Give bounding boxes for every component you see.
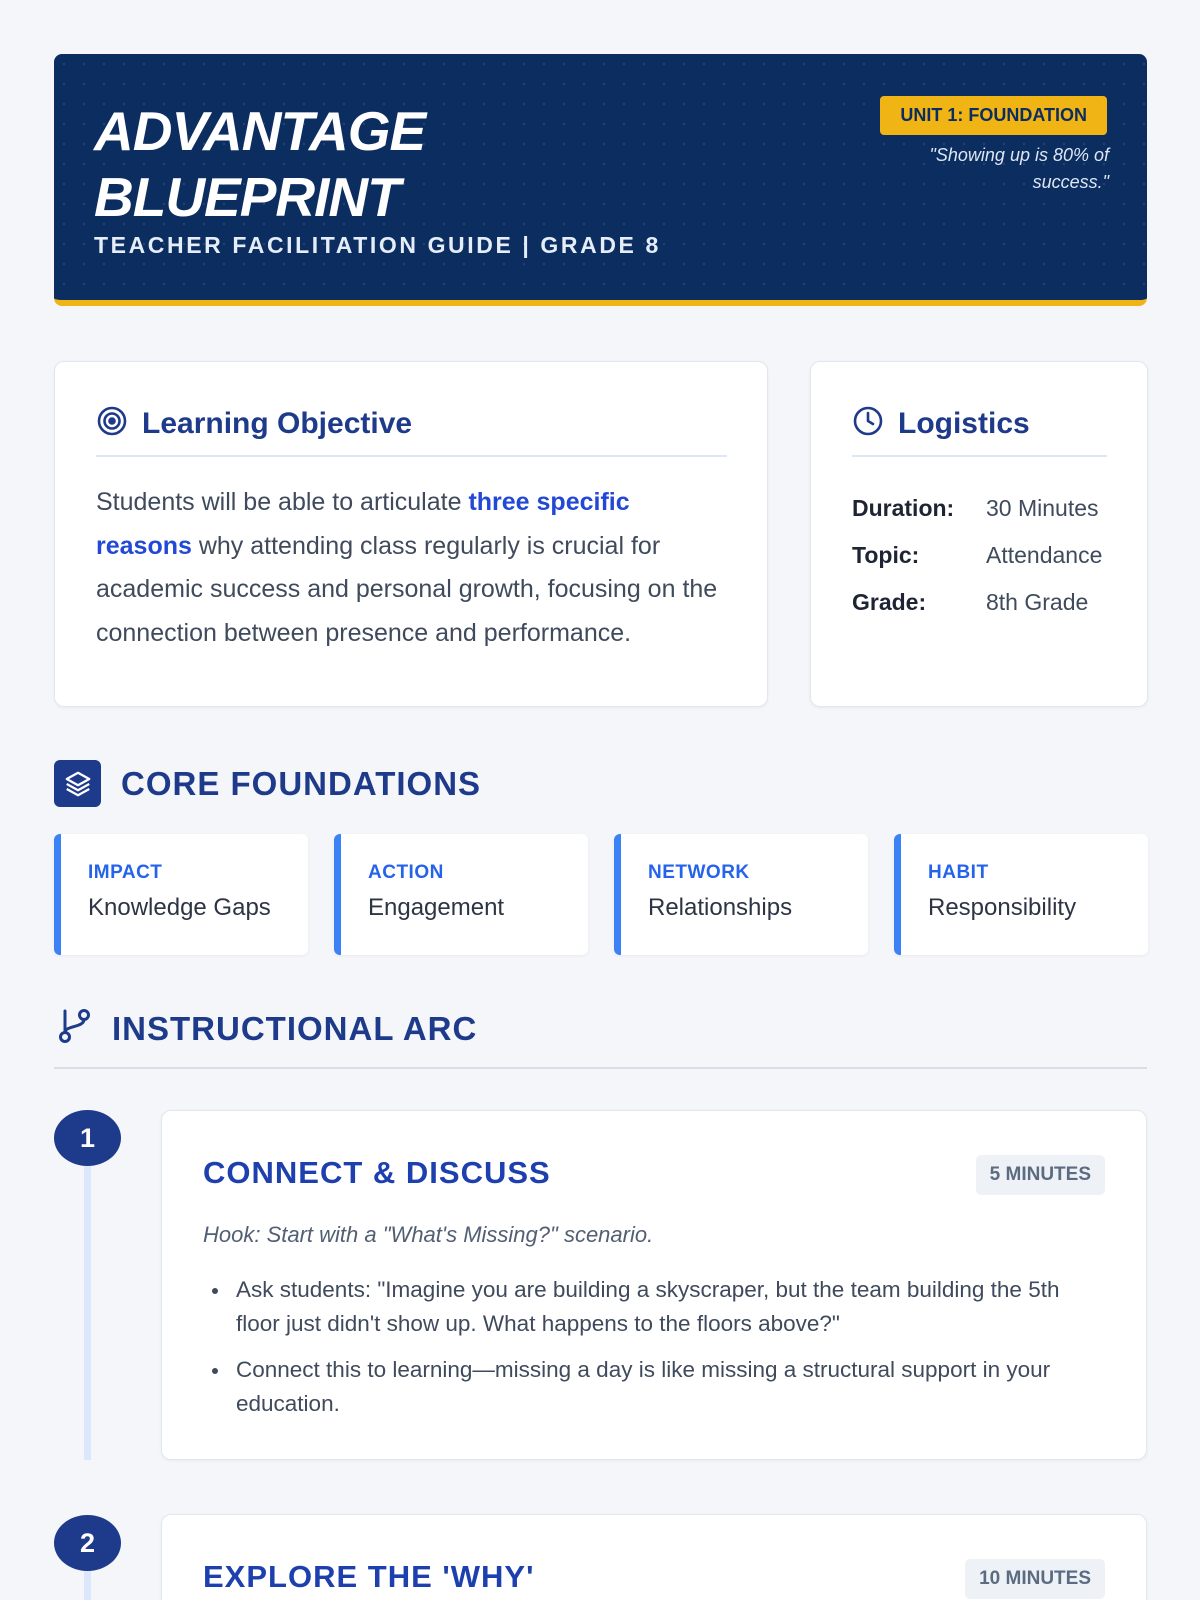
foundations-heading: CORE FOUNDATIONS [121, 764, 482, 802]
foundation-card-network [614, 834, 868, 955]
step-number: 1 [54, 1110, 121, 1166]
foundation-label: NETWORK [648, 862, 750, 883]
section-divider [54, 1067, 1147, 1069]
step-card-connect [161, 1110, 1147, 1460]
title-line-1: ADVANTAGE [94, 100, 426, 162]
foundation-label: HABIT [928, 862, 989, 883]
arc-section-header [54, 1006, 477, 1051]
learning-objective-card [54, 361, 768, 707]
logistics-value: 30 Minutes [986, 495, 1099, 521]
arc-heading: INSTRUCTIONAL ARC [112, 1009, 478, 1047]
logistics-label: Topic: [852, 542, 920, 568]
logistics-label: Grade: [852, 589, 927, 615]
git-branch-icon [54, 1006, 94, 1051]
logistics-value: Attendance [986, 542, 1103, 568]
page-title [94, 98, 425, 230]
page-subtitle: TEACHER FACILITATION GUIDE | GRADE 8 [94, 232, 661, 258]
timeline-line [84, 1140, 91, 1460]
step-duration-badge: 10 MINUTES [965, 1559, 1105, 1599]
foundation-label: IMPACT [88, 862, 163, 883]
objective-text-start: Students will be able to articulate [96, 488, 469, 516]
objective-highlight: three specific reasons [96, 488, 630, 560]
clock-icon [852, 405, 884, 442]
logistics-header [852, 392, 1107, 457]
foundations-section-header [54, 760, 481, 807]
logistics-row-topic [852, 532, 1107, 579]
step-title: EXPLORE THE 'WHY' [203, 1559, 535, 1594]
layers-icon [54, 760, 101, 807]
logistics-card [810, 361, 1148, 707]
unit-badge: UNIT 1: FOUNDATION [880, 96, 1107, 135]
logistics-row-grade [852, 579, 1107, 626]
step-duration-badge: 5 MINUTES [976, 1155, 1105, 1195]
logistics-value: 8th Grade [986, 589, 1089, 615]
step-hook: Hook: Start with a "What's Missing?" scenario. [203, 1222, 654, 1247]
objective-text-end: why attending class regularly is crucial for academic success and personal growth, focusing on the connection between presence and performance. [96, 531, 718, 647]
objective-heading: Learning Objective [142, 406, 413, 440]
foundation-value: Responsibility [928, 894, 1077, 921]
header-quote: "Showing up is 80% of success." [929, 145, 1109, 192]
hero-banner [54, 54, 1147, 306]
foundation-value: Engagement [368, 894, 505, 921]
title-line-2: BLUEPRINT [94, 166, 400, 228]
step-number: 2 [54, 1515, 121, 1571]
foundation-value: Knowledge Gaps [88, 894, 271, 921]
foundation-card-habit [894, 834, 1148, 955]
logistics-heading: Logistics [898, 406, 1030, 440]
foundation-label: ACTION [368, 862, 444, 883]
step-card-explore [161, 1514, 1147, 1600]
objective-text [96, 481, 727, 655]
logistics-label: Duration: [852, 495, 955, 521]
logistics-row-duration [852, 485, 1107, 532]
foundation-value: Relationships [648, 894, 793, 921]
target-icon [96, 405, 128, 442]
step-bullets [236, 1273, 1105, 1433]
foundation-card-impact [54, 834, 308, 955]
list-item: Ask students: "Imagine you are building a skyscraper, but the team building the 5th floor just didn't show up. What happens to the floors above?" [236, 1273, 1105, 1341]
foundation-card-action [334, 834, 588, 955]
list-item: Connect this to learning—missing a day is like missing a structural support in your education. [236, 1353, 1105, 1421]
logistics-list [852, 485, 1107, 626]
step-title: CONNECT & DISCUSS [203, 1155, 551, 1190]
objective-header [96, 392, 727, 457]
